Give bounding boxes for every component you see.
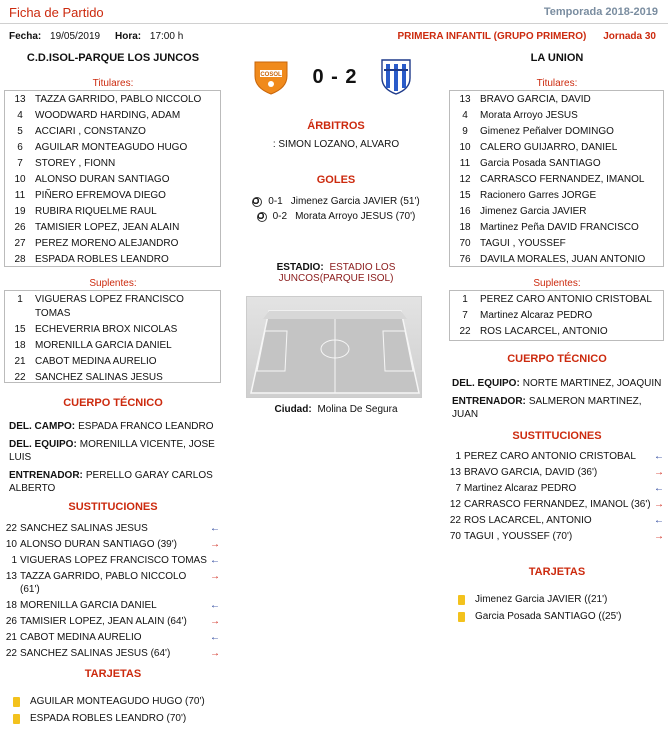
staff-name: PERELLO GARAY CARLOS ALBERTO [9, 470, 213, 494]
card-player-name[interactable]: Jimenez Garcia JAVIER ((21') [475, 594, 608, 605]
player-name[interactable]: DAVILA MORALES, JUAN ANTONIO [480, 254, 646, 265]
player-name[interactable]: CALERO GUIJARRO, DANIEL [480, 142, 618, 153]
goals-section [236, 174, 436, 225]
player-number: 7 [462, 310, 468, 321]
sub-player-number: 26 [5, 616, 17, 627]
sub-player-number: 10 [5, 539, 17, 550]
substitution-row [2, 570, 222, 596]
arrow-left-in-icon: ← [654, 451, 664, 462]
staff-row [452, 395, 664, 421]
player-row[interactable] [5, 140, 220, 156]
sub-player-number: 13 [5, 571, 17, 582]
staff-name: ESPADA FRANCO LEANDRO [78, 421, 214, 432]
home-titulares-heading: Titulares: [92, 78, 134, 89]
player-number: 10 [14, 174, 26, 185]
arrow-right-out-icon: → [654, 531, 664, 542]
staff-row [9, 469, 219, 495]
player-name[interactable]: SANCHEZ SALINAS JESUS [35, 372, 163, 383]
away-cards-heading: TARJETAS [528, 566, 586, 578]
sub-player-name[interactable]: MORENILLA GARCIA DANIEL [20, 600, 157, 611]
player-name[interactable]: TAGUI , YOUSSEF [480, 238, 566, 249]
player-name[interactable]: AGUILAR MONTEAGUDO HUGO [35, 142, 188, 153]
player-number: 28 [14, 254, 26, 265]
away-titulares-heading: Titulares: [536, 78, 578, 89]
player-name[interactable]: VIGUERAS LOPEZ FRANCISCO TOMAS [35, 294, 184, 319]
player-row[interactable] [5, 252, 220, 268]
player-name[interactable]: CARRASCO FERNANDEZ, IMANOL [480, 174, 645, 185]
arrow-left-in-icon: ← [654, 515, 664, 526]
player-number: 22 [14, 372, 26, 383]
player-name[interactable]: Gimenez Peñalver DOMINGO [480, 126, 614, 137]
player-name[interactable]: PEREZ MORENO ALEJANDRO [35, 238, 179, 249]
away-suplentes-heading: Suplentes: [533, 278, 581, 289]
player-name[interactable]: Martinez Alcaraz PEDRO [480, 310, 593, 321]
player-number: 1 [462, 294, 468, 305]
goals-list [236, 195, 436, 224]
player-number: 4 [17, 110, 23, 121]
player-name[interactable]: ECHEVERRIA BROX NICOLAS [35, 324, 178, 335]
home-substitutions-list [2, 522, 222, 663]
player-number: 13 [14, 94, 26, 105]
away-substitutions-heading: SUSTITUCIONES [512, 430, 602, 442]
sub-player-name[interactable]: SANCHEZ SALINAS JESUS (64') [20, 648, 171, 659]
soccer-ball-icon [257, 212, 267, 222]
player-name[interactable]: ESPADA ROBLES LEANDRO [35, 254, 169, 265]
yellow-card-icon [458, 612, 465, 622]
home-substitutions-heading: SUSTITUCIONES [68, 501, 158, 513]
soccer-ball-icon [252, 197, 262, 207]
arrow-left-in-icon: ← [654, 483, 664, 494]
player-row[interactable] [5, 108, 220, 124]
sub-player-name[interactable]: VIGUERAS LOPEZ FRANCISCO TOMAS [20, 555, 207, 566]
player-row[interactable] [450, 204, 663, 220]
player-name[interactable]: Racionero Garres JORGE [480, 190, 597, 201]
player-name[interactable]: PEREZ CARO ANTONIO CRISTOBAL [480, 294, 652, 305]
sub-player-name[interactable]: BRAVO GARCIA, DAVID (36') [464, 467, 598, 478]
arrow-right-out-icon: → [210, 571, 220, 582]
player-number: 26 [14, 222, 26, 233]
sub-player-name[interactable]: TAZZA GARRIDO, PABLO NICCOLO (61') [20, 571, 187, 595]
stadium-label: ESTADIO: [276, 262, 324, 273]
player-row[interactable] [5, 172, 220, 188]
player-number: 27 [14, 238, 26, 249]
player-row[interactable] [450, 324, 663, 340]
player-row[interactable] [5, 124, 220, 140]
player-number: 5 [17, 126, 23, 137]
player-row[interactable] [5, 338, 220, 354]
staff-role: DEL. EQUIPO: [452, 378, 520, 389]
goal-score: 0-2 [272, 211, 288, 222]
header-bar [0, 0, 668, 24]
goal-row [236, 210, 436, 224]
substitution-row [2, 615, 222, 628]
yellow-card-icon [458, 595, 465, 605]
home-staff-heading: CUERPO TÉCNICO [63, 397, 163, 409]
city-name: Molina De Segura [317, 404, 398, 415]
date-label: Fecha: [9, 31, 42, 42]
substitution-row [446, 482, 666, 495]
match-score: 0 - 2 [312, 66, 358, 88]
player-number: 18 [459, 222, 471, 233]
player-number: 76 [459, 254, 471, 265]
sub-player-number: 1 [455, 451, 461, 462]
goal-row [236, 195, 436, 209]
sub-player-number: 70 [449, 531, 461, 542]
player-number: 70 [459, 238, 471, 249]
city-label: Ciudad: [274, 404, 312, 415]
stadium-section [236, 262, 436, 284]
player-number: 15 [459, 190, 471, 201]
sub-player-name[interactable]: ROS LACARCEL, ANTONIO [464, 515, 592, 526]
player-row[interactable] [450, 156, 663, 172]
player-row[interactable] [450, 220, 663, 236]
player-row[interactable] [5, 220, 220, 236]
arrow-right-out-icon: → [210, 616, 220, 627]
page-title: Ficha de Partido [9, 5, 104, 20]
sub-player-number: 21 [5, 632, 17, 643]
yellow-card-icon [13, 697, 20, 707]
player-name[interactable]: Jimenez Garcia JAVIER [480, 206, 587, 217]
player-name[interactable]: TAMISIER LOPEZ, JEAN ALAIN [35, 222, 180, 233]
substitution-row [2, 599, 222, 612]
staff-role: ENTRENADOR: [9, 470, 83, 481]
away-substitutions-list [446, 450, 666, 546]
player-number: 11 [459, 158, 471, 169]
sub-player-name[interactable]: Martinez Alcaraz PEDRO [464, 483, 577, 494]
svg-text:COSOL: COSOL [260, 72, 282, 78]
player-name[interactable]: Martinez Peña DAVID FRANCISCO [480, 222, 639, 233]
match-date [9, 31, 100, 42]
home-crest-icon[interactable] [251, 56, 291, 96]
player-row[interactable] [5, 322, 220, 338]
arrow-right-out-icon: → [654, 499, 664, 510]
staff-row [9, 420, 219, 433]
arrow-right-out-icon: → [210, 539, 220, 550]
sub-player-number: 22 [5, 523, 17, 534]
player-name[interactable]: PIÑERO EFREMOVA DIEGO [35, 190, 166, 201]
home-team-name[interactable]: C.D.ISOL-PARQUE LOS JUNCOS [26, 52, 200, 64]
away-cards-list [458, 592, 663, 626]
arrow-left-in-icon: ← [210, 632, 220, 643]
player-row[interactable] [450, 308, 663, 324]
player-number: 13 [459, 94, 471, 105]
goal-scorer[interactable]: Jimenez Garcia JAVIER (51') [290, 196, 420, 207]
home-suplentes-heading: Suplentes: [89, 278, 137, 289]
substitution-row [2, 538, 222, 551]
substitution-row [446, 530, 666, 543]
sub-player-number: 22 [449, 515, 461, 526]
city-section [236, 404, 436, 415]
jornada-label: Jornada 30 [603, 31, 656, 42]
competition-name[interactable]: PRIMERA INFANTIL (GRUPO PRIMERO) [397, 31, 587, 42]
staff-row [452, 377, 664, 390]
player-number: 9 [462, 126, 468, 137]
player-row[interactable] [5, 156, 220, 172]
card-row [458, 592, 663, 607]
stadium-photo [246, 296, 422, 398]
player-row[interactable] [5, 92, 220, 108]
match-time [115, 31, 183, 42]
player-number: 11 [14, 190, 26, 201]
card-row [458, 609, 663, 624]
player-row[interactable] [5, 370, 220, 386]
player-row[interactable] [450, 92, 663, 108]
player-number: 6 [17, 142, 23, 153]
season-label: Temporada 2018-2019 [543, 6, 658, 18]
staff-name: MORENILLA VICENTE, JOSE LUIS [9, 439, 215, 463]
staff-row [9, 438, 219, 464]
home-cards-heading: TARJETAS [84, 668, 142, 680]
away-starters-list [449, 90, 664, 267]
referee-name: : SIMON LOZANO, ALVARO [272, 139, 400, 150]
referees-heading: ÁRBITROS [307, 120, 365, 132]
player-number: 7 [17, 158, 23, 169]
player-name[interactable]: ALONSO DURAN SANTIAGO [35, 174, 170, 185]
player-row[interactable] [450, 172, 663, 188]
player-name[interactable]: TAZZA GARRIDO, PABLO NICCOLO [35, 94, 202, 105]
home-staff-list [9, 420, 219, 500]
sub-player-number: 13 [449, 467, 461, 478]
substitution-row [2, 647, 222, 660]
sub-player-name[interactable]: CARRASCO FERNANDEZ, IMANOL (36') [464, 499, 651, 510]
player-name[interactable]: BRAVO GARCIA, DAVID [480, 94, 591, 105]
away-staff-heading: CUERPO TÉCNICO [507, 353, 607, 365]
home-cards-list [13, 694, 223, 728]
referees-section [236, 120, 436, 150]
player-row[interactable] [5, 188, 220, 204]
player-number: 10 [459, 142, 471, 153]
sub-player-number: 7 [455, 483, 461, 494]
substitution-row [446, 450, 666, 463]
card-row [13, 694, 223, 709]
player-name[interactable]: STOREY , FIONN [35, 158, 116, 169]
player-name[interactable]: MORENILLA GARCIA DANIEL [35, 340, 172, 351]
staff-role: ENTRENADOR: [452, 396, 526, 407]
staff-name: NORTE MARTINEZ, JOAQUIN [522, 378, 662, 389]
staff-name: SALMERON MARTINEZ, JUAN [452, 396, 642, 420]
card-row [13, 711, 223, 726]
away-crest-icon[interactable] [376, 56, 416, 96]
player-name[interactable]: CABOT MEDINA AURELIO [35, 356, 157, 367]
player-number: 18 [14, 340, 26, 351]
home-starters-list [4, 90, 221, 267]
card-player-name[interactable]: ESPADA ROBLES LEANDRO (70') [30, 713, 187, 724]
sub-player-number: 18 [5, 600, 17, 611]
yellow-card-icon [13, 714, 20, 724]
player-number: 12 [459, 174, 471, 185]
time-label: Hora: [115, 31, 142, 42]
sub-player-name[interactable]: SANCHEZ SALINAS JESUS [20, 523, 148, 534]
arrow-left-in-icon: ← [210, 555, 220, 566]
player-name[interactable]: Morata Arroyo JESUS [480, 110, 578, 121]
player-number: 4 [462, 110, 468, 121]
player-row[interactable] [5, 204, 220, 220]
substitution-row [446, 466, 666, 479]
substitution-row [2, 554, 222, 567]
sub-player-number: 22 [5, 648, 17, 659]
substitution-row [2, 631, 222, 644]
player-row[interactable] [450, 236, 663, 252]
away-team-name[interactable]: LA UNION [530, 52, 584, 64]
player-row[interactable] [450, 140, 663, 156]
player-number: 19 [14, 206, 26, 217]
staff-role: DEL. CAMPO: [9, 421, 76, 432]
staff-role: DEL. EQUIPO: [9, 439, 77, 450]
player-name[interactable]: ACCIARI , CONSTANZO [35, 126, 146, 137]
sub-player-name[interactable]: CABOT MEDINA AURELIO [20, 632, 142, 643]
arrow-right-out-icon: → [210, 648, 220, 659]
player-row[interactable] [450, 108, 663, 124]
substitution-row [2, 522, 222, 535]
goal-score: 0-1 [268, 196, 283, 207]
player-number: 16 [459, 206, 471, 217]
date-value: 19/05/2019 [50, 31, 101, 42]
sub-player-number: 1 [11, 555, 17, 566]
player-row[interactable] [450, 124, 663, 140]
sub-player-name[interactable]: TAGUI , YOUSSEF (70') [464, 531, 573, 542]
card-player-name[interactable]: Garcia Posada SANTIAGO ((25') [475, 611, 622, 622]
away-staff-list [452, 377, 664, 426]
goal-scorer[interactable]: Morata Arroyo JESUS (70') [295, 211, 416, 222]
time-value: 17:00 h [149, 31, 184, 42]
player-name[interactable]: ROS LACARCEL, ANTONIO [480, 326, 608, 337]
home-subs-list [4, 290, 221, 383]
player-number: 15 [14, 324, 26, 335]
substitution-row [446, 514, 666, 527]
player-name[interactable]: WOODWARD HARDING, ADAM [35, 110, 181, 121]
player-number: 22 [459, 326, 471, 337]
goals-heading: GOLES [316, 174, 356, 186]
player-row[interactable] [5, 292, 220, 322]
player-row[interactable] [450, 188, 663, 204]
player-row[interactable] [5, 236, 220, 252]
arrow-right-out-icon: → [654, 467, 664, 478]
arrow-left-in-icon: ← [210, 600, 220, 611]
arrow-left-in-icon: ← [210, 523, 220, 534]
player-row[interactable] [5, 354, 220, 370]
player-row[interactable] [450, 252, 663, 268]
sub-player-name[interactable]: ALONSO DURAN SANTIAGO (39') [20, 539, 177, 550]
player-number: 1 [17, 294, 23, 305]
player-name[interactable]: RUBIRA RIQUELME RAUL [35, 206, 157, 217]
player-name[interactable]: Garcia Posada SANTIAGO [480, 158, 601, 169]
sub-player-number: 12 [449, 499, 461, 510]
competition-info [398, 31, 657, 42]
stadium-name[interactable]: ESTADIO LOS JUNCOS(PARQUE ISOL) [278, 262, 396, 284]
away-subs-list [449, 290, 664, 341]
sub-player-name[interactable]: PEREZ CARO ANTONIO CRISTOBAL [464, 451, 636, 462]
sub-player-name[interactable]: TAMISIER LOPEZ, JEAN ALAIN (64') [20, 616, 187, 627]
player-row[interactable] [450, 292, 663, 308]
card-player-name[interactable]: AGUILAR MONTEAGUDO HUGO (70') [30, 696, 205, 707]
player-number: 21 [14, 356, 26, 367]
substitution-row [446, 498, 666, 511]
